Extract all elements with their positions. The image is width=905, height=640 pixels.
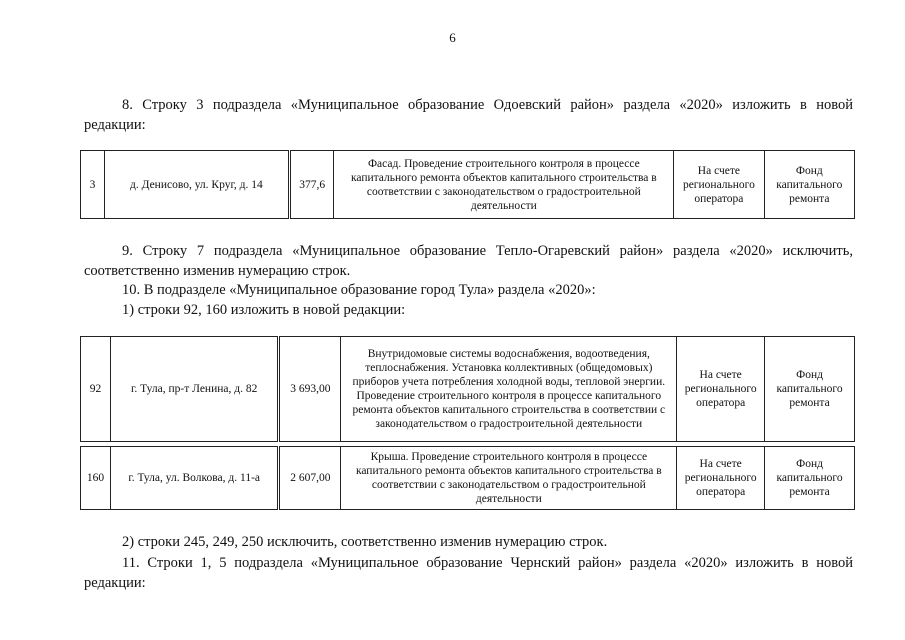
cell-num: 92: [81, 337, 111, 442]
cell-fund: Фонд капитального ремонта: [765, 337, 855, 442]
cell-operator: На счете регионального оператора: [677, 337, 765, 442]
cell-address: г. Тула, ул. Волкова, д. 11-а: [110, 447, 278, 510]
paragraph-10-item-2: 2) строки 245, 249, 250 исключить, соответственно изменив нумерацию строк.: [122, 534, 608, 550]
cell-amount: 3 693,00: [279, 337, 341, 442]
paragraph-9-line-2: соответственно изменив нумерацию строк.: [84, 263, 351, 279]
cell-num: 3: [81, 151, 105, 219]
cell-work: Крыша. Проведение строительного контроля в процессе капитального ремонта объектов капитального строительства в соответствии с законодательством о градостроительной деятельности: [341, 447, 677, 510]
paragraph-11-line-2: редакции:: [84, 575, 146, 591]
table-tula-row-160: [80, 446, 855, 510]
cell-amount: 377,6: [289, 151, 334, 219]
cell-address: г. Тула, пр-т Ленина, д. 82: [110, 337, 278, 442]
paragraph-11-line-1: 11. Строки 1, 5 подраздела «Муниципальное образование Чернский район» раздела «2020» изложить в новой: [122, 555, 853, 571]
paragraph-10: 10. В подразделе «Муниципальное образование город Тула» раздела «2020»:: [122, 282, 596, 298]
paragraph-9-line-1: 9. Строку 7 подраздела «Муниципальное образование Тепло-Огаревский район» раздела «2020» исключить,: [122, 243, 853, 259]
cell-amount: 2 607,00: [279, 447, 341, 510]
cell-num: 160: [81, 447, 111, 510]
cell-fund: Фонд капитального ремонта: [764, 151, 854, 219]
cell-fund: Фонд капитального ремонта: [765, 447, 855, 510]
cell-operator: На счете регионального оператора: [674, 151, 764, 219]
cell-address: д. Денисово, ул. Круг, д. 14: [104, 151, 289, 219]
paragraph-8-line-2: редакции:: [84, 117, 146, 133]
table-row: [81, 447, 855, 510]
table-row: [81, 337, 855, 442]
table-tula-row-92: [80, 336, 855, 442]
cell-work: Фасад. Проведение строительного контроля в процессе капитального ремонта объектов капитального строительства в соответствии с законодательством о градостроительной деятельности: [334, 151, 674, 219]
paragraph-10-item-1: 1) строки 92, 160 изложить в новой редакции:: [122, 302, 406, 318]
paragraph-8-line-1: 8. Строку 3 подраздела «Муниципальное образование Одоевский район» раздела «2020» изложить в новой: [122, 97, 853, 113]
table-odoevsky: [80, 150, 855, 219]
page-number: 6: [449, 30, 456, 45]
cell-operator: На счете регионального оператора: [677, 447, 765, 510]
cell-work: Внутридомовые системы водоснабжения, водоотведения, теплоснабжения. Установка коллективных (общедомовых) приборов учета потребления холодной воды, тепловой энергии. Проведение строительного контроля в процессе капитального ремонта объектов капитального строительства в соответствии с законодательством о градостроительной деятельности: [341, 337, 677, 442]
table-row: [81, 151, 855, 219]
